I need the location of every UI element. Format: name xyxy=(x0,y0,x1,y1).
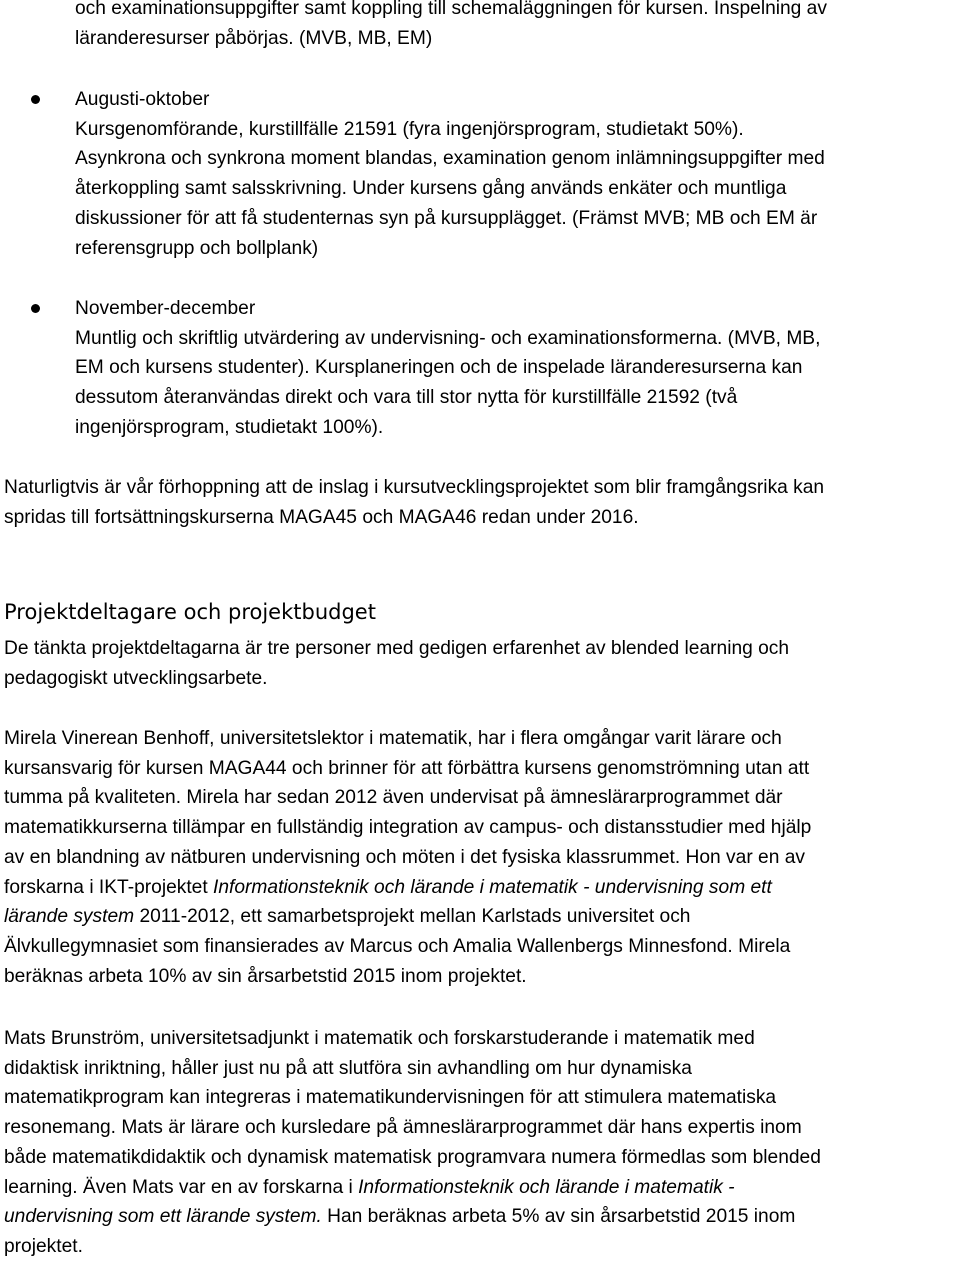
conclusion-line: spridas till fortsättningskurserna MAGA45 och MAGA46 redan under 2016. xyxy=(4,506,639,528)
mats-line-text: Han beräknas arbeta 5% av sin årsarbetstid 2015 inom xyxy=(321,1206,796,1228)
mirela-paragraph xyxy=(4,724,956,991)
conclusion-line: Naturligtvis är vår förhoppning att de inslag i kursutvecklingsprojektet som blir framgångsrika kan xyxy=(4,477,825,498)
mirela-line: tumma på kvaliteten. Mirela har sedan 2012 även undervisat på ämneslärarprogrammet där xyxy=(4,787,783,809)
project-title-italic: lärande system xyxy=(4,906,135,928)
mats-line: Mats Brunström, universitetsadjunkt i matematik och forskarstuderande i matematik med xyxy=(4,1028,755,1049)
bullet-line: referensgrupp och bollplank) xyxy=(75,237,319,259)
mats-line xyxy=(4,1173,956,1203)
mats-line xyxy=(4,1202,956,1232)
bullet-body xyxy=(75,294,955,443)
mats-line: matematikprogram kan integreras i matematikundervisningen för att stimulera matematiska xyxy=(4,1087,777,1109)
intro-line: och examinationsuppgifter samt koppling till schemaläggningen för kursen. Inspelning av xyxy=(75,0,827,19)
bullet-line: EM och kursens studenter). Kursplaneringen och de inspelade läranderesurserna kan xyxy=(75,357,803,379)
section-intro-paragraph xyxy=(4,634,956,693)
bullet-line: Muntlig och skriftlig utvärdering av undervisning- och examinationsformerna. (MVB, MB, xyxy=(75,327,821,349)
mirela-line: av en blandning av nätburen undervisning och möten i det fysiska klassrummet. Hon var en av xyxy=(4,846,805,868)
bullet-icon xyxy=(31,304,40,313)
mirela-line: matematikkurserna tillämpar en fullständig integration av campus- och distansstudier med hjälp xyxy=(4,817,812,839)
mirela-line: kursansvarig för kursen MAGA44 och brinner för att förbättra kursens genomströmning utan att xyxy=(4,757,810,779)
section-heading: Projektdeltagare och projektbudget xyxy=(4,600,376,624)
bullet-line: ingenjörsprogram, studietakt 100%). xyxy=(75,416,384,438)
mats-line: didaktisk inriktning, håller just nu på att slutföra sin avhandling om hur dynamiska xyxy=(4,1057,692,1079)
mats-line: resonemang. Mats är lärare och kursledare på ämneslärarprogrammet där hans expertis inom xyxy=(4,1117,802,1139)
bullet-icon xyxy=(31,95,40,104)
mats-line-text: learning. Även Mats var en av forskarna i xyxy=(4,1176,359,1198)
project-title-italic: Informationsteknik och lärande i matematik - undervisning som ett xyxy=(213,876,772,898)
bullet-body xyxy=(75,85,955,263)
bullet-line: Kursgenomförande, kurstillfälle 21591 (fyra ingenjörsprogram, studietakt 50%). xyxy=(75,118,744,140)
bullet-line: Asynkrona och synkrona moment blandas, examination genom inlämningsuppgifter med xyxy=(75,148,825,170)
mirela-line: Älvkullegymnasiet som finansierades av Marcus och Amalia Wallenbergs Minnesfond. Mirela xyxy=(4,935,791,957)
mirela-line xyxy=(4,902,956,932)
mirela-line: Mirela Vinerean Benhoff, universitetslektor i matematik, har i flera omgångar varit lärare och xyxy=(4,728,782,749)
bullet-title: Augusti-oktober xyxy=(75,89,210,110)
mirela-line: beräknas arbeta 10% av sin årsarbetstid 2015 inom projektet. xyxy=(4,965,527,987)
mirela-line-text: forskarna i IKT-projektet xyxy=(4,876,214,898)
mats-paragraph xyxy=(4,1024,956,1262)
project-title-italic: Informationsteknik och lärande i matematik - xyxy=(358,1176,735,1198)
mirela-line xyxy=(4,873,956,903)
project-title-italic: undervisning som ett lärande system. xyxy=(4,1206,322,1228)
section-intro-line: De tänkta projektdeltagarna är tre personer med gedigen erfarenhet av blended learning och xyxy=(4,638,790,659)
mats-line: projektet. xyxy=(4,1235,83,1257)
bullet-line: diskussioner för att få studenternas syn på kursupplägget. (Främst MVB; MB och EM är xyxy=(75,207,818,229)
conclusion-paragraph xyxy=(4,473,956,532)
bullet-line: återkoppling samt salsskrivning. Under kursens gång används enkäter och muntliga xyxy=(75,178,787,200)
mats-line: både matematikdidaktik och dynamisk matematisk programvara numera förmedlas som blended xyxy=(4,1146,821,1168)
intro-line: läranderesurser påbörjas. (MVB, MB, EM) xyxy=(75,27,433,49)
bullet-line: dessutom återanvändas direkt och vara till stor nytta för kurstillfälle 21592 (två xyxy=(75,387,738,409)
section-intro-line: pedagogiskt utvecklingsarbete. xyxy=(4,667,268,689)
mirela-line-text: 2011-2012, ett samarbetsprojekt mellan Karlstads universitet och xyxy=(134,906,691,928)
intro-paragraph xyxy=(75,0,955,53)
bullet-title: November-december xyxy=(75,298,256,319)
